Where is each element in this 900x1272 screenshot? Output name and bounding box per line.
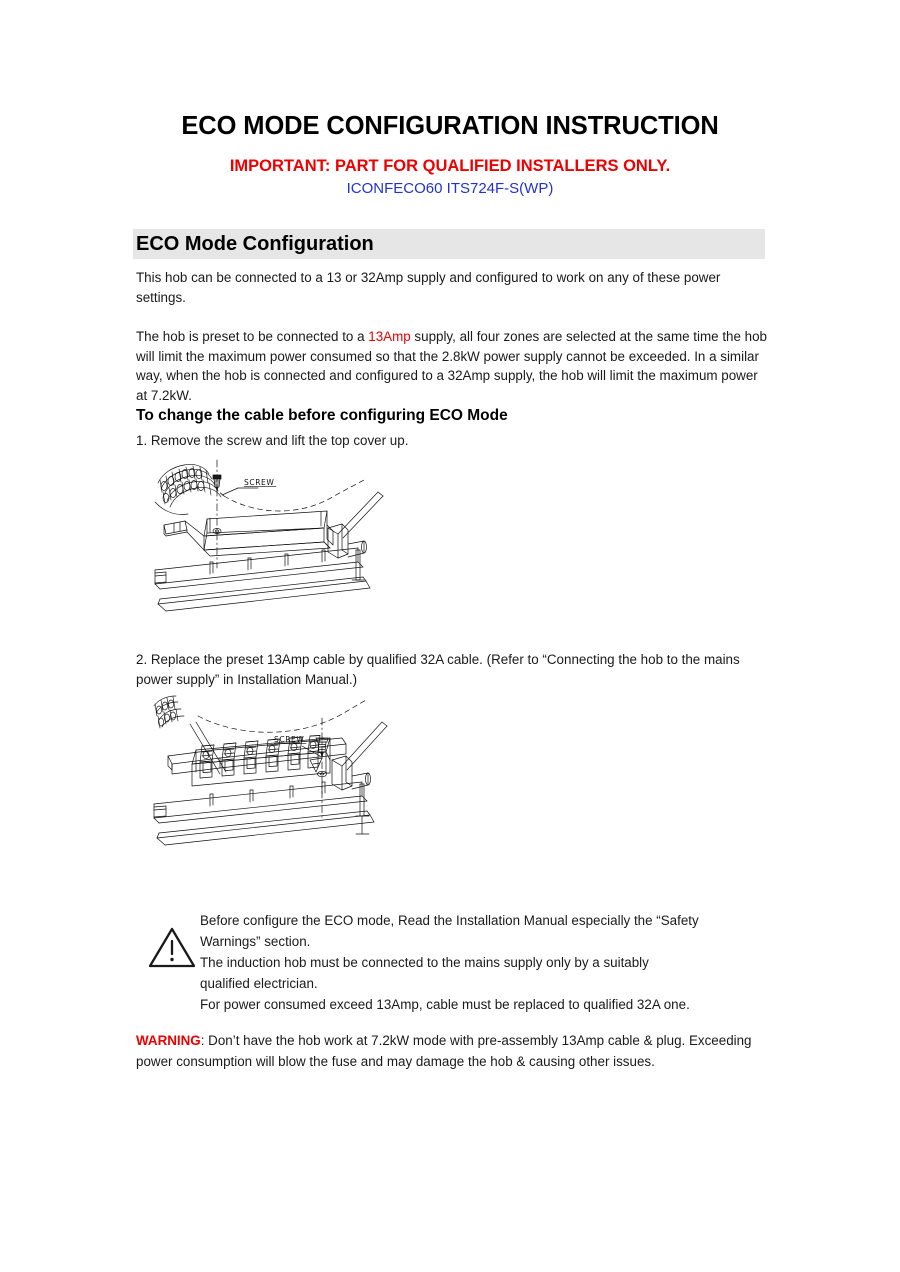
document-subtitle: IMPORTANT: PART FOR QUALIFIED INSTALLERS ONLY. [229,157,671,175]
safety-note-block [146,910,771,1012]
safety-note-line: For power consumed exceed 13Amp, cable must be replaced to qualified 32A one. [200,997,690,1012]
preset-paragraph [136,327,771,405]
figure-hob-cover-screw [152,458,387,626]
warning-label: WARNING [136,1033,201,1048]
figure-terminal-block-screw [150,694,395,876]
safety-note-line: Warnings” section. [200,934,311,949]
section-heading: ECO Mode Configuration [136,233,374,255]
intro-paragraph: This hob can be connected to a 13 or 32Amp supply and configured to work on any of these power settings. [136,270,721,305]
svg-text:SCREW: SCREW [244,478,275,487]
procedure-step-2: 2. Replace the preset 13Amp cable by qualified 32A cable. (Refer to “Connecting the hob to the mains power supply” in Installation Manual.) [136,652,740,687]
final-warning-paragraph [136,1031,771,1072]
safety-note-line: Before configure the ECO mode, Read the Installation Manual especially the “Safety [200,913,699,928]
safety-note-line: qualified electrician. [200,976,318,991]
procedure-step-1: 1. Remove the screw and lift the top cover up. [136,433,409,448]
procedure-heading: To change the cable before configuring ECO Mode [136,407,508,424]
preset-paragraph-part2: supply, all four zones are selected at the same time the hob will limit the maximum power consumed so that the 2.8kW power supply cannot be exceeded. In a similar way, when the hob is connected and configured to a 32Amp supply, the hob will limit the maximum power at 7.2kW. [136,329,767,403]
svg-text:SCREW: SCREW [274,735,305,744]
warning-text: : Don’t have the hob work at 7.2kW mode with pre-assembly 13Amp cable & plug. Exceeding power consumption will blow the fuse and may damage the hob & causing other issues. [136,1033,752,1069]
safety-note-line: The induction hob must be connected to the mains supply only by a suitably [200,955,649,970]
document-model-code: ICONFECO60 ITS724F-S(WP) [346,180,554,197]
document-title: ECO MODE CONFIGURATION INSTRUCTION [181,112,719,140]
warning-triangle-icon [146,924,198,970]
safety-note-text [200,910,770,1015]
preset-paragraph-part1: The hob is preset to be connected to a [136,329,369,344]
preset-amp-highlight: 13Amp [368,329,411,344]
